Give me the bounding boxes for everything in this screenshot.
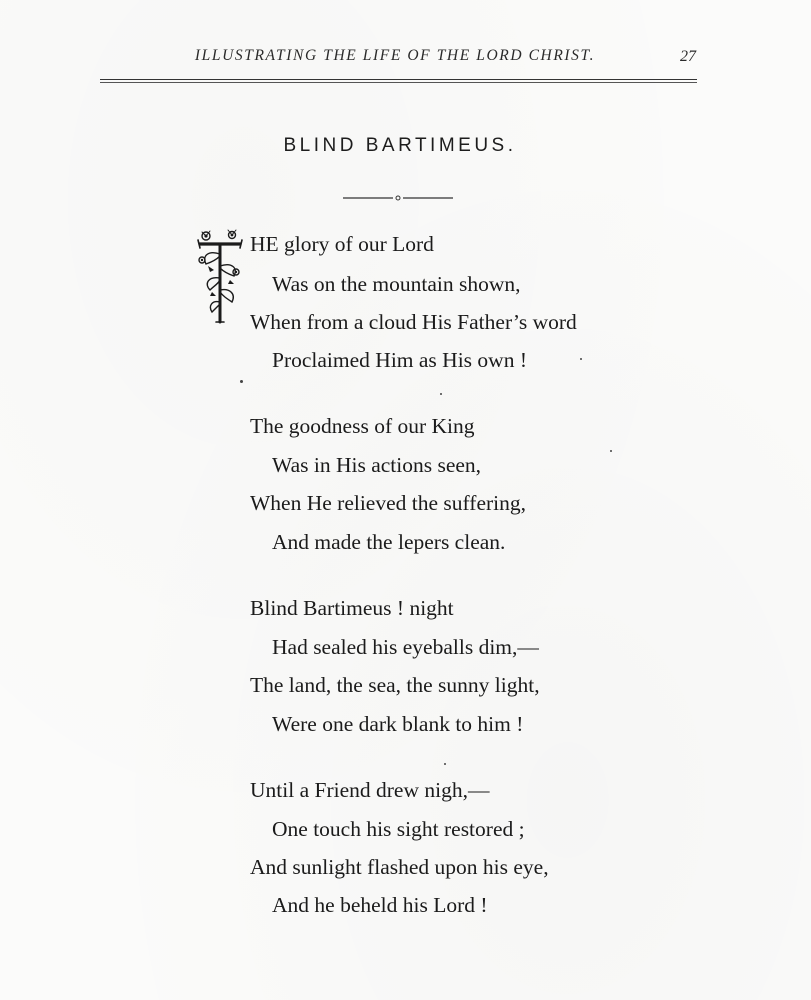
poem-title: BLIND BARTIMEUS.	[283, 135, 517, 156]
poem-line: Had sealed his eyeballs dim,—	[272, 635, 539, 659]
running-head-title: ILLUSTRATING THE LIFE OF THE LORD CHRIST.	[194, 47, 596, 64]
poem-line: When from a cloud His Father’s word	[250, 310, 577, 334]
poem-line: Until a Friend drew nigh,—	[250, 778, 490, 802]
poem-line: HE glory of our Lord	[250, 232, 434, 256]
poem-line: One touch his sight restored ;	[272, 817, 525, 841]
drop-cap-floral-icon	[188, 226, 250, 326]
poem-line: Were one dark blank to him !	[272, 712, 524, 736]
poem-line: And he beheld his Lord !	[272, 893, 488, 917]
paper-speck	[580, 358, 582, 360]
poem-line: And sunlight flashed upon his eye,	[250, 855, 549, 879]
poem-line: Blind Bartimeus ! night	[250, 596, 454, 620]
header-rule-lower	[100, 82, 697, 83]
poem-line: And made the lepers clean.	[272, 530, 506, 554]
paper-speck	[240, 380, 243, 383]
poem-line: When He relieved the suffering,	[250, 491, 527, 515]
page-number: 27	[680, 48, 696, 65]
paper-speck	[610, 450, 612, 452]
poem-line: The goodness of our King	[250, 414, 475, 438]
title-ornament-rule	[343, 194, 453, 202]
poem-line: Was in His actions seen,	[272, 453, 482, 477]
header-rule	[100, 79, 697, 80]
poem-line: The land, the sea, the sunny light,	[250, 673, 540, 697]
poem-line: Proclaimed Him as His own !	[272, 348, 527, 372]
poem-line: Was on the mountain shown,	[272, 272, 521, 296]
paper-speck	[440, 393, 442, 395]
paper-speck	[444, 763, 446, 765]
